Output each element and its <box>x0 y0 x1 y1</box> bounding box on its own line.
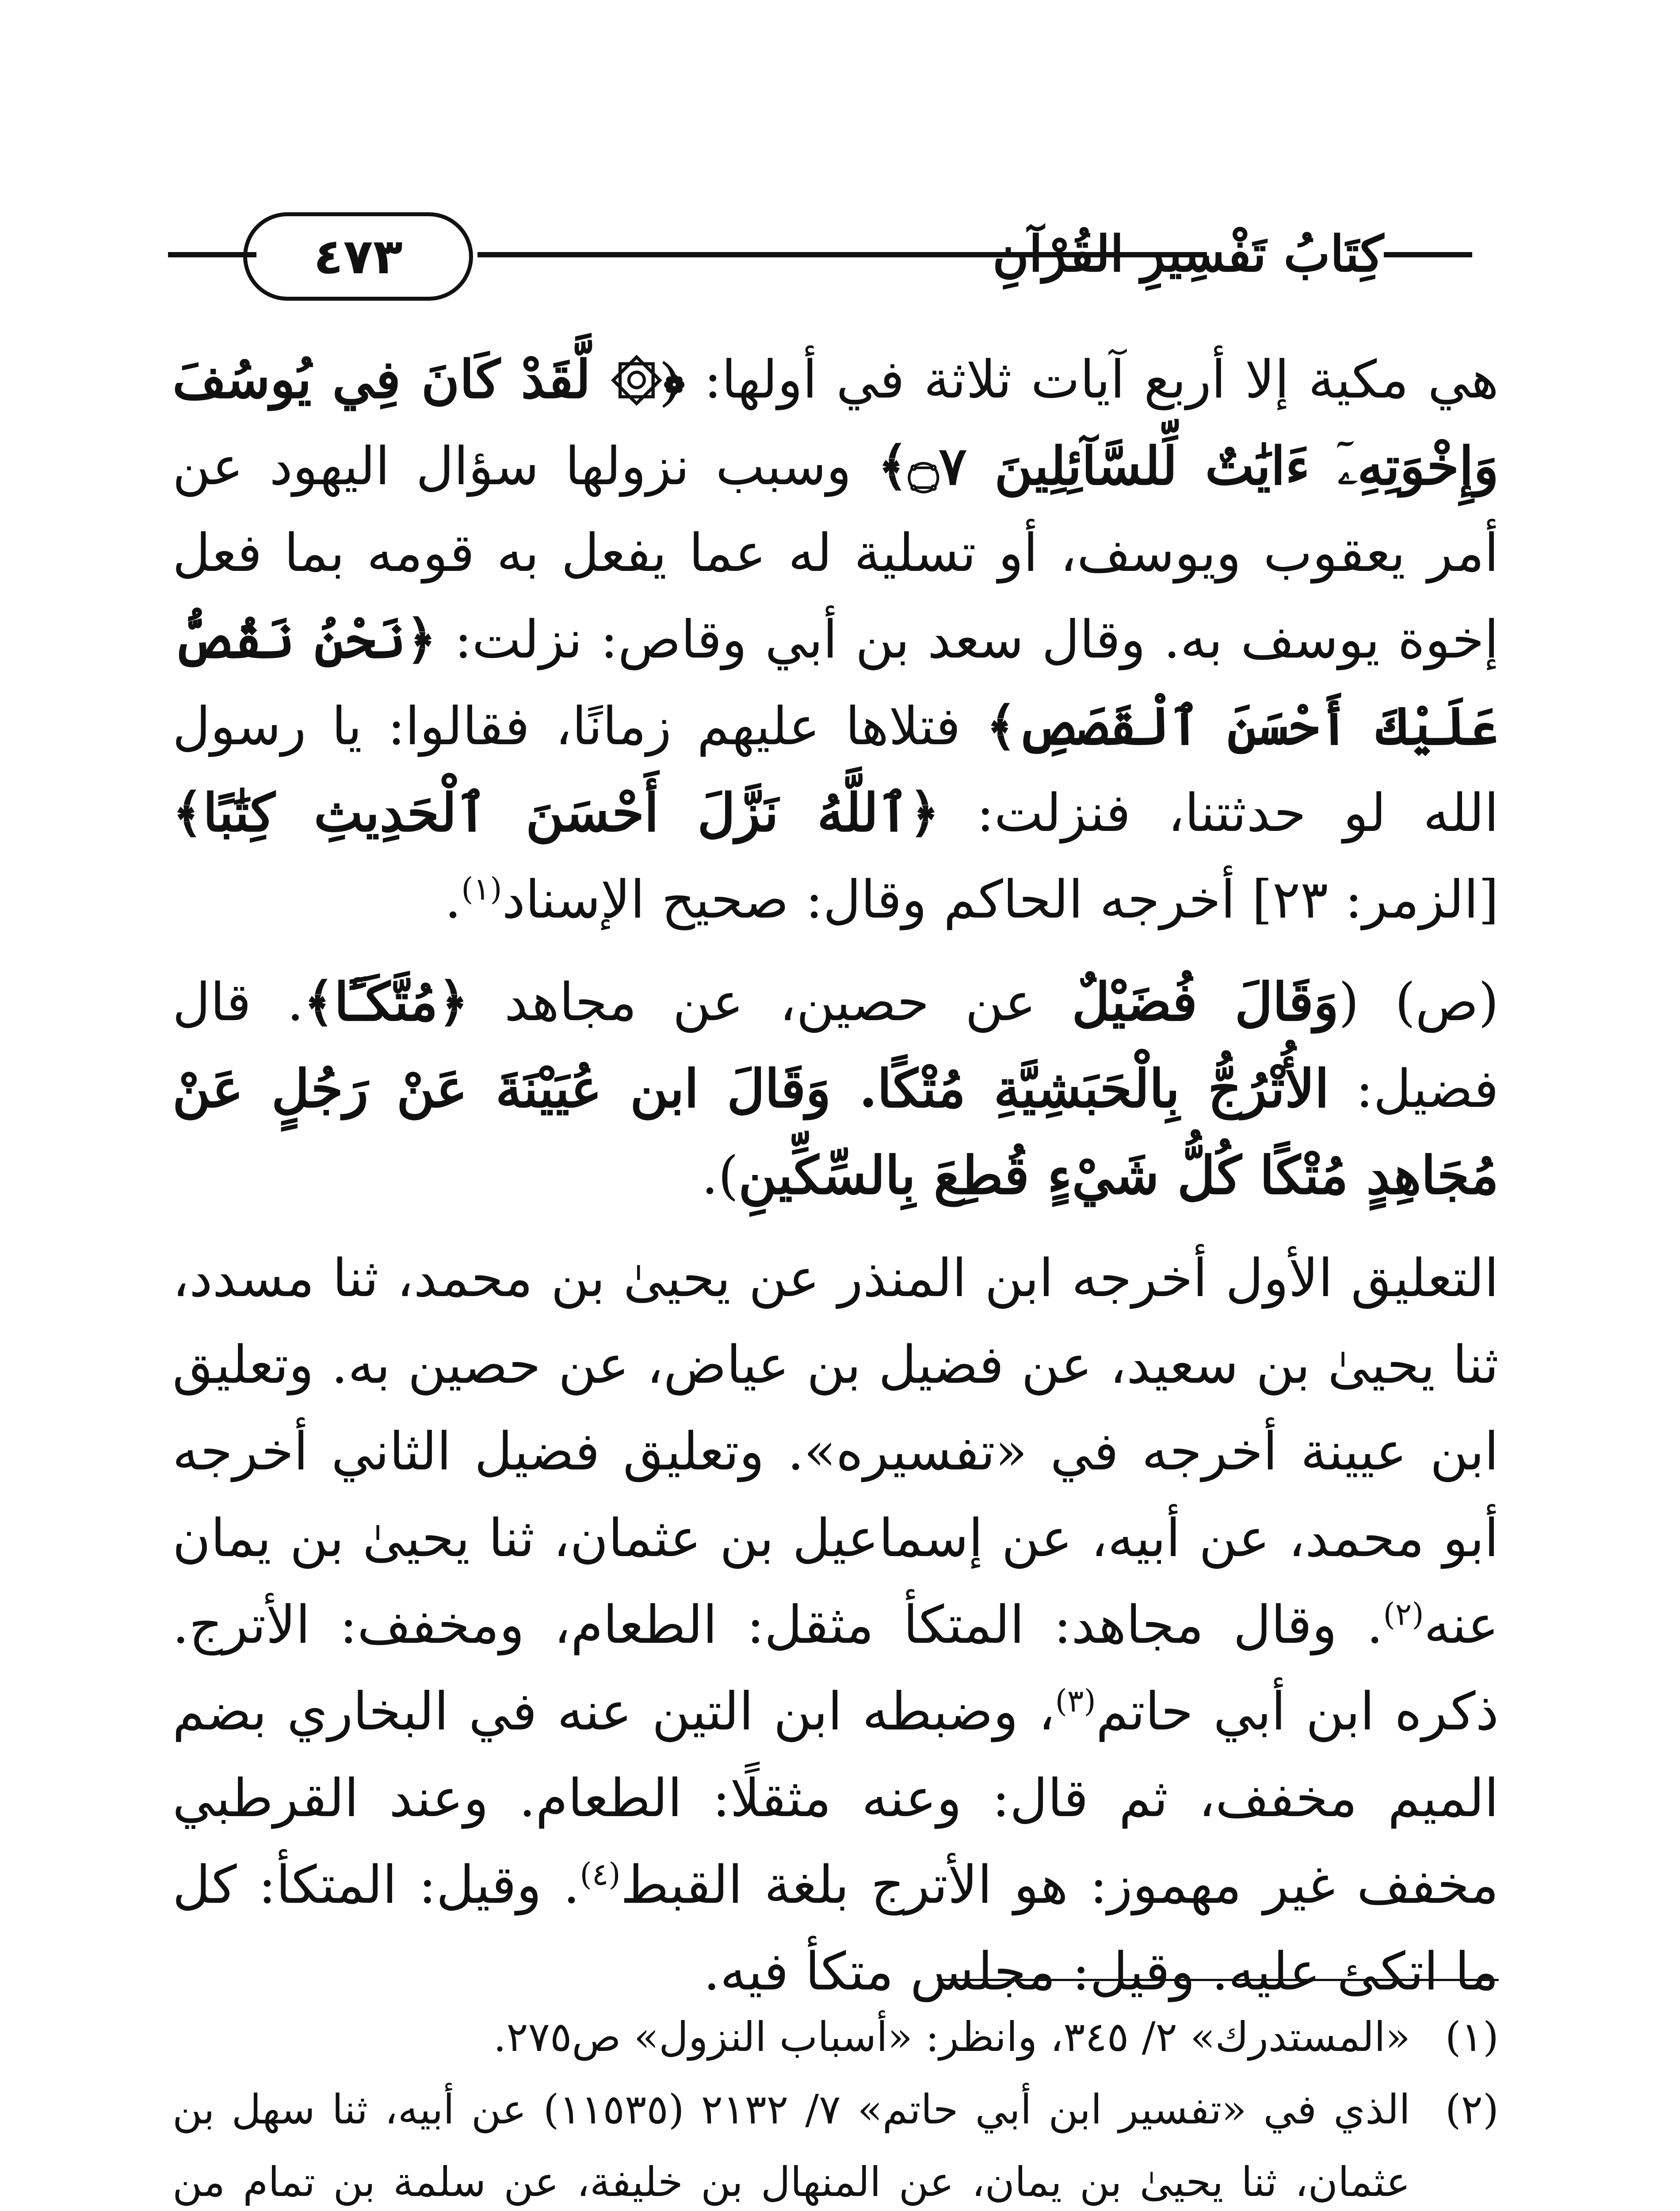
paragraph-surah-intro <box>172 336 1499 943</box>
footnote-reference: (٤) <box>580 1856 621 1893</box>
paragraph-text: التعليق الأول أخرجه ابن المنذر عن يحيىٰ بن محمد، ثنا مسدد، ثنا يحيىٰ بن سعيد، عن فضيل بن عياض، عن حصين به. وتعليق ابن عيينة أخرجه في «تفسيره». وتعليق فضيل الثاني أخرجه أبو محمد، عن أبيه، عن إسماعيل بن عثمان، ثنا يحيىٰ بن يمان عنه <box>172 1247 1499 1655</box>
paragraph-bukhari-text <box>172 959 1499 1219</box>
running-title: كِتَابُ تَفْسِيرِ القُرْآنِ <box>992 225 1384 283</box>
quran-verse: ﴿۞ لَّقَدْ كَانَ فِي يُوسُفَ وَإِخْوَتِهِۦٓ ءَايَٰتٌ لِّلسَّآئِلِينَ ۝٧﴾ <box>172 348 1499 497</box>
paragraph-text: عن حصين، عن مجاهد <box>468 972 1072 1033</box>
paragraph-text: فتلاها عليهم زمانًا، فقالوا: يا رسول الله لو حدثتنا، فنزلت: <box>172 696 1499 843</box>
footnote <box>172 2073 1499 2211</box>
footnote-separator <box>937 1979 1499 1981</box>
quran-verse: ﴿مُتَّكَـًٔا﴾ <box>303 971 469 1033</box>
footnotes <box>172 2001 1499 2211</box>
footnote-reference: (١) <box>461 871 502 907</box>
page-number-frame <box>243 212 473 301</box>
page-number: ٤٧٣ <box>313 228 403 285</box>
footnote-number: (١) <box>1445 2013 1499 2061</box>
paragraph-text: وسبب نزولها سؤال اليهود عن أمر يعقوب ويوسف، أو تسلية له عما يفعل به قومه بما فعل إخوة يوسف به. وقال سعد بن أبي وقاص: نزلت: <box>172 436 1499 670</box>
paragraph-text: ، وضبطه ابن التين عنه في البخاري بضم الميم مخفف، ثم قال: وعنه مثقلًا: الطعام. وعند القرطبي مخفف غير مهموز: هو الأترج بلغة القبط <box>172 1681 1499 1915</box>
footnote <box>172 2001 1499 2073</box>
paragraph-text: [الزمر: ٢٣] أخرجه الحاكم وقال: صحيح الإسناد <box>502 869 1499 930</box>
paragraph-text: (ص) ( <box>1339 972 1499 1033</box>
quran-verse: ﴿ٱللَّهُ نَزَّلَ أَحْسَنَ ٱلْحَدِيثِ كِتَٰبًا﴾ <box>172 782 940 843</box>
footnote-reference: (٣) <box>1055 1683 1096 1719</box>
footnote-reference: (٢) <box>1383 1596 1424 1633</box>
paragraph-text: ). <box>701 1145 739 1206</box>
paragraph-text: . قال فضيل: <box>172 972 1499 1119</box>
page-header <box>155 208 1472 314</box>
header-rule-right <box>1384 252 1472 257</box>
main-text <box>172 336 1499 2015</box>
paragraph-text: . <box>444 869 462 930</box>
footnote-number: (٢) <box>1445 2086 1499 2133</box>
paragraph-text: . وقيل: المتكأ: كل ما اتكئ عليه. وقيل: مجلس متكأ فيه. <box>172 1854 1499 2002</box>
hadith-text: الأُتْرُجُّ بِالْحَبَشِيَّةِ مُتْكًا. وَقَالَ ابن عُيَيْنَةَ عَنْ رَجُلٍ عَنْ مُجَاهِدٍ مُتْكًا كُلُّ شَيْءٍ قُطِعَ بِالسِّكِّينِ <box>172 1058 1499 1206</box>
footnote-text: الذي في «تفسير ابن أبي حاتم» ٧/ ٢١٣٢ (١١٥٣٥) عن أبيه، ثنا سهل بن عثمان، ثنا يحيىٰ بن يمان، عن المنهال بن خليفة، عن سلمة بن تمام من <box>172 2086 1410 2206</box>
paragraph-commentary <box>172 1235 1499 2015</box>
paragraph-text: . وقال مجاهد: المتكأ مثقل: الطعام، ومخفف: الأترج. ذكره ابن أبي حاتم <box>172 1594 1499 1742</box>
quran-verse: ﴿نَحْنُ نَقُصُّ عَلَيْكَ أَحْسَنَ ٱلْقَصَصِ﴾ <box>172 608 1499 757</box>
footnote-text: «المستدرك» ٢/ ٣٤٥، وانظر: «أسباب النزول» ص٢٧٥. <box>493 2013 1410 2061</box>
paragraph-text: هي مكية إلا أربع آيات ثلاثة في أولها: <box>685 349 1499 410</box>
hadith-text: وَقَالَ فُضَيْلٌ <box>1072 971 1339 1033</box>
